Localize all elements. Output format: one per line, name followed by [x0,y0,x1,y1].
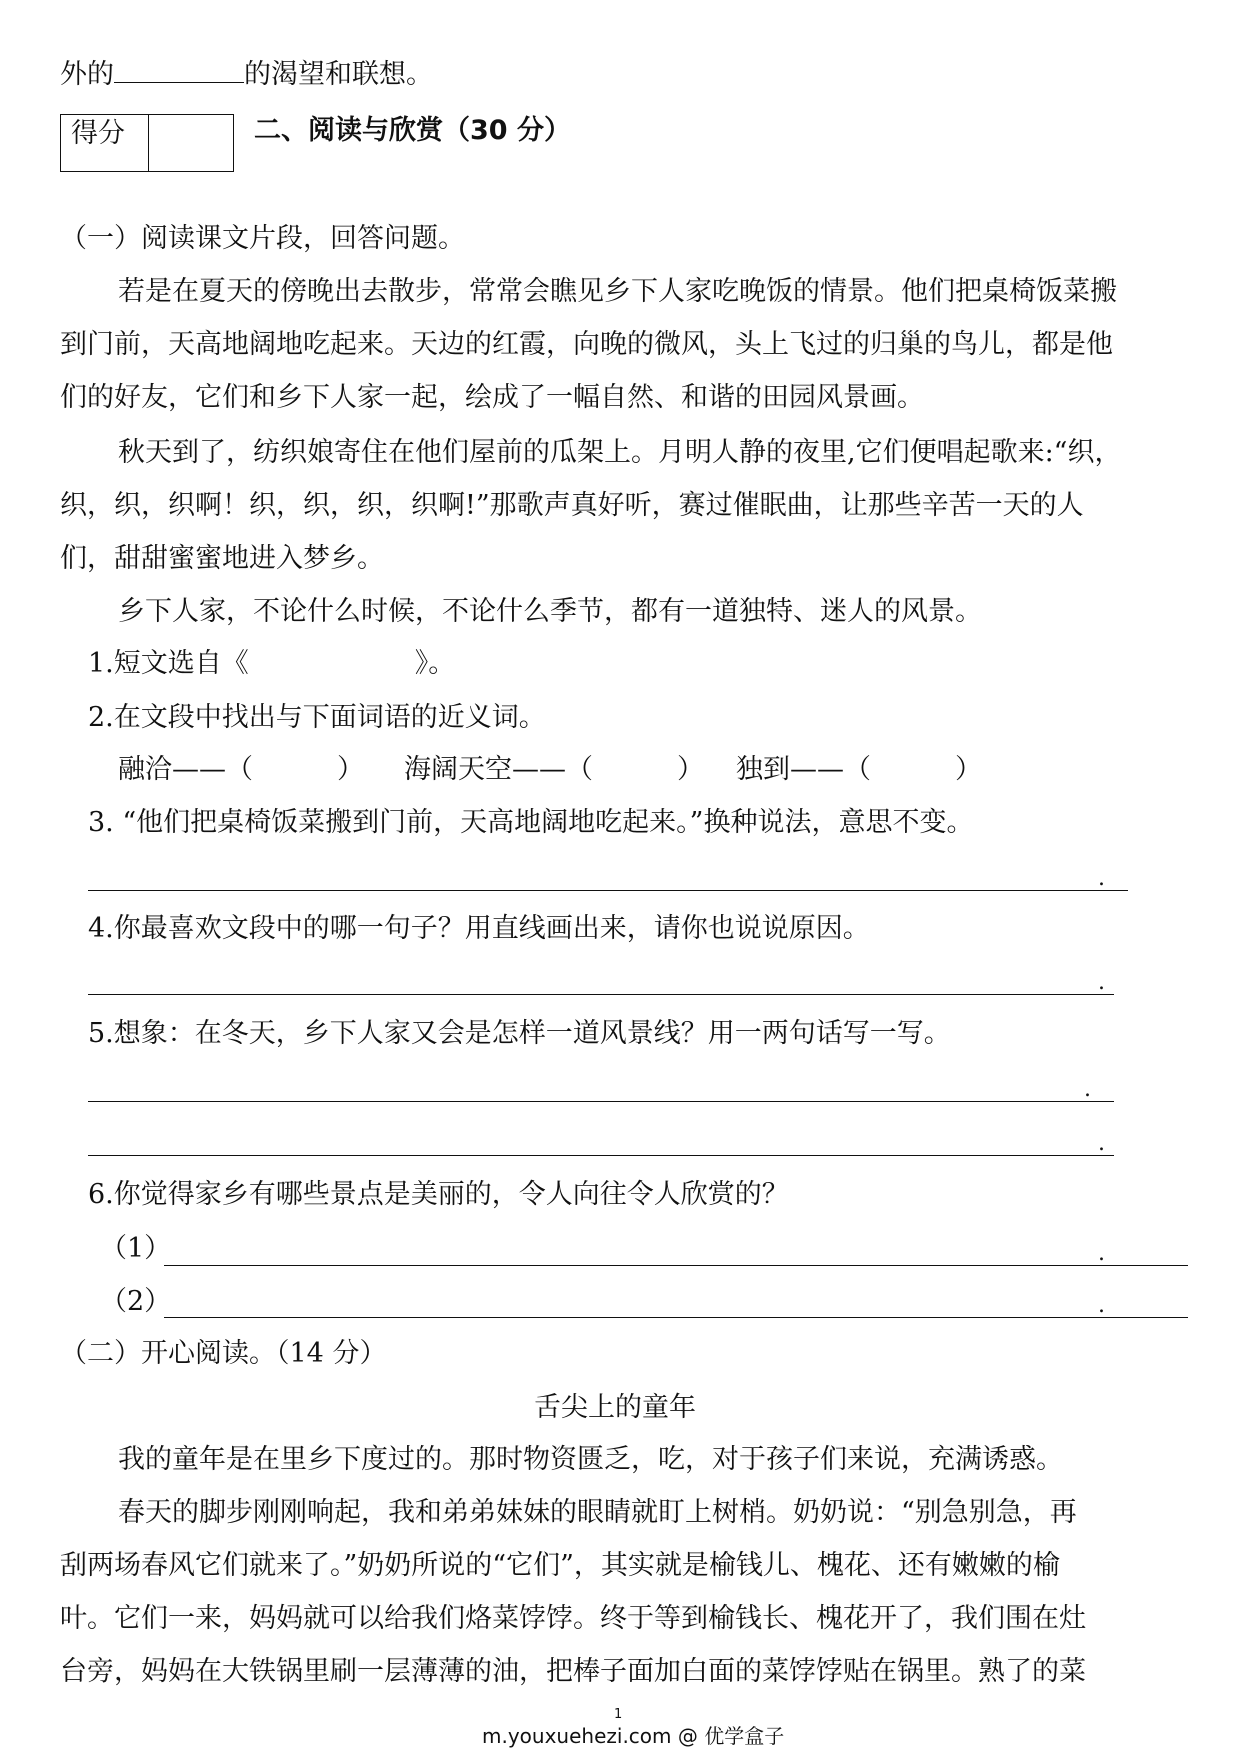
section-two-title: 二、阅读与欣赏（30 分） [254,115,571,146]
line-period: . [1098,866,1105,891]
score-box [60,114,234,172]
part-two-heading: （二）开心阅读。（14 分） [60,1338,387,1369]
passage-line: 到门前，天高地阔地吃起来。天边的红霞，向晚的微风，头上飞过的归巢的鸟儿，都是他 [60,329,1113,360]
passage-line: 春天的脚步刚刚响起，我和弟弟妹妹的眼睛就盯上树梢。奶奶说：“别急别急，再 [118,1497,1077,1528]
line-period: . [1098,1131,1105,1156]
synonym-word: 独到——（ [736,754,871,785]
q6-item-label: （2） [100,1286,172,1317]
passage-line: 台旁，妈妈在大铁锅里刷一层薄薄的油，把棒子面加白面的菜饽饽贴在锅里。熟了的菜 [60,1656,1086,1687]
part-one-heading: （一）阅读课文片段，回答问题。 [60,223,465,254]
score-value[interactable] [149,115,234,172]
line-period: . [1084,1077,1091,1102]
q1-prefix: 1.短文选自《 [88,648,249,679]
synonym-word: 融洽——（ [118,754,253,785]
article-title: 舌尖上的童年 [534,1392,696,1423]
question-4: 4.你最喜欢文段中的哪一句子？用直线画出来，请你也说说原因。 [88,913,870,944]
question-5: 5.想象：在冬天，乡下人家又会是怎样一道风景线？用一两句话写一写。 [88,1018,951,1049]
score-label: 得分 [61,115,149,172]
synonym-close: ） [955,754,982,785]
answer-blank[interactable] [114,56,244,83]
passage-line: 织，织，织啊！织，织，织，织啊!”那歌声真好听，赛过催眠曲，让那些辛苦一天的人 [60,490,1084,521]
answer-line[interactable] [88,994,1114,995]
question-2: 2.在文段中找出与下面词语的近义词。 [88,702,546,733]
intro-suffix: 的渴望和联想。 [244,59,433,90]
passage-line: 叶。它们一来，妈妈就可以给我们烙菜饽饽。终于等到榆钱长、槐花开了，我们围在灶 [60,1603,1086,1634]
line-period: . [1098,1293,1105,1318]
answer-line[interactable] [164,1317,1188,1318]
question-2-words [118,753,982,787]
footer-site[interactable]: m.youxuehezi.com @ 优学盒子 [482,1724,785,1748]
intro-line [60,56,433,92]
page-number: 1 [614,1707,623,1722]
answer-line[interactable] [88,1155,1114,1156]
q1-suffix: 》。 [414,648,456,679]
intro-prefix: 外的 [60,59,114,90]
passage-line: 若是在夏天的傍晚出去散步，常常会瞧见乡下人家吃晚饭的情景。他们把桌椅饭菜搬 [118,276,1117,307]
question-6: 6.你觉得家乡有哪些景点是美丽的，令人向往令人欣赏的？ [88,1179,789,1210]
passage-line: 秋天到了，纺织娘寄住在他们屋前的瓜架上。月明人静的夜里,它们便唱起歌来:“织， [118,437,1122,468]
passage-line: 们的好友，它们和乡下人家一起，绘成了一幅自然、和谐的田园风景画。 [60,382,924,413]
q6-item-label: （1） [100,1233,172,1264]
line-period: . [1098,1241,1105,1266]
question-1 [88,647,455,681]
synonym-close: ） [337,754,364,785]
answer-line[interactable] [88,1101,1114,1102]
answer-line[interactable] [164,1265,1188,1266]
question-3: 3. “他们把桌椅饭菜搬到门前，天高地阔地吃起来。”换种说法，意思不变。 [88,807,974,838]
synonym-word: 海阔天空——（ [404,754,593,785]
passage-line: 我的童年是在里乡下度过的。那时物资匮乏，吃，对于孩子们来说，充满诱惑。 [118,1444,1063,1475]
answer-line[interactable] [88,890,1128,891]
synonym-close: ） [677,754,704,785]
line-period: . [1098,970,1105,995]
passage-line: 乡下人家，不论什么时候，不论什么季节，都有一道独特、迷人的风景。 [118,596,982,627]
passage-line: 们，甜甜蜜蜜地进入梦乡。 [60,543,384,574]
passage-line: 刮两场春风它们就来了。”奶奶所说的“它们”，其实就是榆钱儿、槐花、还有嫩嫩的榆 [60,1550,1060,1581]
